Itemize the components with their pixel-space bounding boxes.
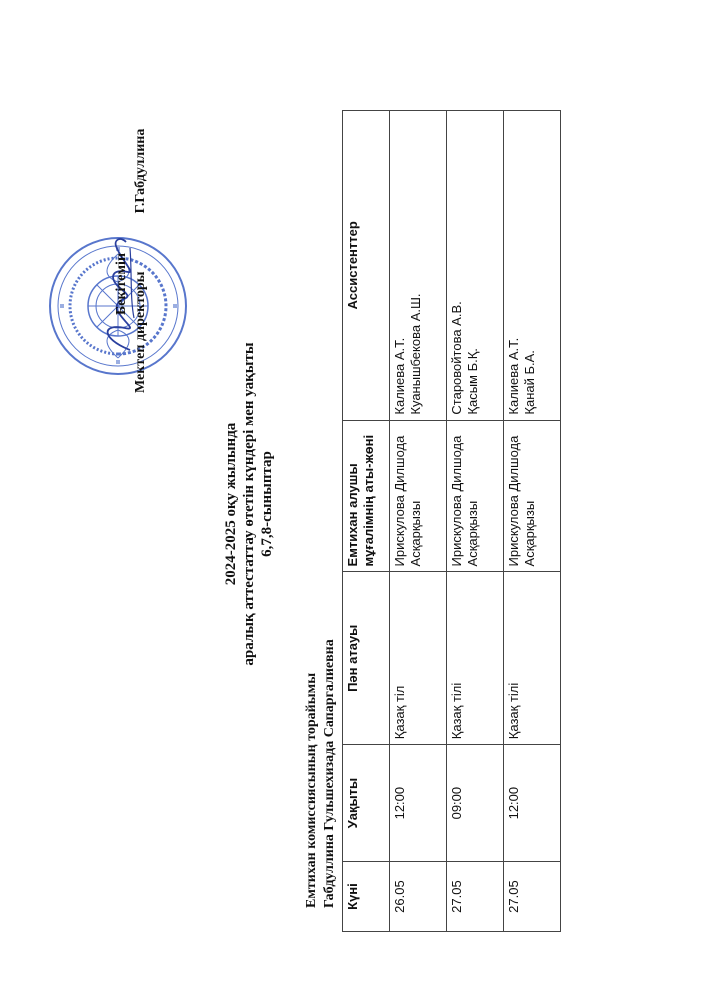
teacher-patronymic: Асқарқызы xyxy=(408,500,423,567)
cell-day: 27.05 xyxy=(504,862,561,932)
cell-subject: Қазақ тіл xyxy=(390,572,447,745)
header-subject: Пән атауы xyxy=(343,572,390,745)
header-day: Күні xyxy=(343,862,390,932)
approve-label: Бекітемін xyxy=(114,252,129,315)
teacher-name: Ирискулова Дилшода xyxy=(449,435,464,567)
header-teacher: Емтихан алушы мұғалімнің аты-жөні xyxy=(343,420,390,572)
table-row xyxy=(504,111,561,932)
cell-assistants xyxy=(447,111,504,421)
document-title xyxy=(222,0,276,1008)
cell-subject: Қазақ тілі xyxy=(447,572,504,745)
header-time: Уақыты xyxy=(343,745,390,862)
cell-teacher xyxy=(390,420,447,572)
title-line-2: аралық аттестаттау өтетін күндері мен уақыты xyxy=(241,342,257,666)
director-line xyxy=(131,129,150,393)
teacher-patronymic: Асқарқызы xyxy=(465,500,480,567)
table-row xyxy=(390,111,447,932)
exam-schedule-table xyxy=(342,110,561,932)
cell-assistants xyxy=(504,111,561,421)
assistant-1: Калиева А.Т. xyxy=(392,337,407,415)
cell-subject: Қазақ тілі xyxy=(504,572,561,745)
commission-label: Емтихан комиссиясының торайымы xyxy=(304,672,319,908)
table-row xyxy=(447,111,504,932)
assistant-2: Қанай Б.А. xyxy=(522,350,537,415)
cell-day: 26.05 xyxy=(390,862,447,932)
approval-block xyxy=(112,129,150,393)
teacher-patronymic: Асқарқызы xyxy=(522,500,537,567)
assistant-1: Калиева А.Т. xyxy=(506,337,521,415)
commission-block xyxy=(303,639,339,908)
assistant-1: Старовойтова А.В. xyxy=(449,301,464,415)
director-name: Г.Габдуллина xyxy=(133,128,148,214)
cell-teacher xyxy=(447,420,504,572)
cell-assistants xyxy=(390,111,447,421)
cell-day: 27.05 xyxy=(447,862,504,932)
cell-time: 09:00 xyxy=(447,745,504,862)
commission-chair: Габдуллина Гульшехизада Сапаргалиевна xyxy=(322,639,337,908)
assistant-2: Куанышбекова А.Ш. xyxy=(408,293,423,415)
cell-teacher xyxy=(504,420,561,572)
title-line-3: 6,7,8-сыныптар xyxy=(259,451,275,557)
teacher-name: Ирискулова Дилшода xyxy=(506,435,521,567)
title-line-1: 2024-2025 оқу жылында xyxy=(223,422,239,586)
director-label: Мектеп директоры xyxy=(133,271,148,393)
assistant-2: Қасым Б.Қ. xyxy=(465,348,480,415)
cell-time: 12:00 xyxy=(390,745,447,862)
header-assistants: Ассистенттер xyxy=(343,111,390,421)
cell-time: 12:00 xyxy=(504,745,561,862)
table-header-row xyxy=(343,111,390,932)
teacher-name: Ирискулова Дилшода xyxy=(392,435,407,567)
